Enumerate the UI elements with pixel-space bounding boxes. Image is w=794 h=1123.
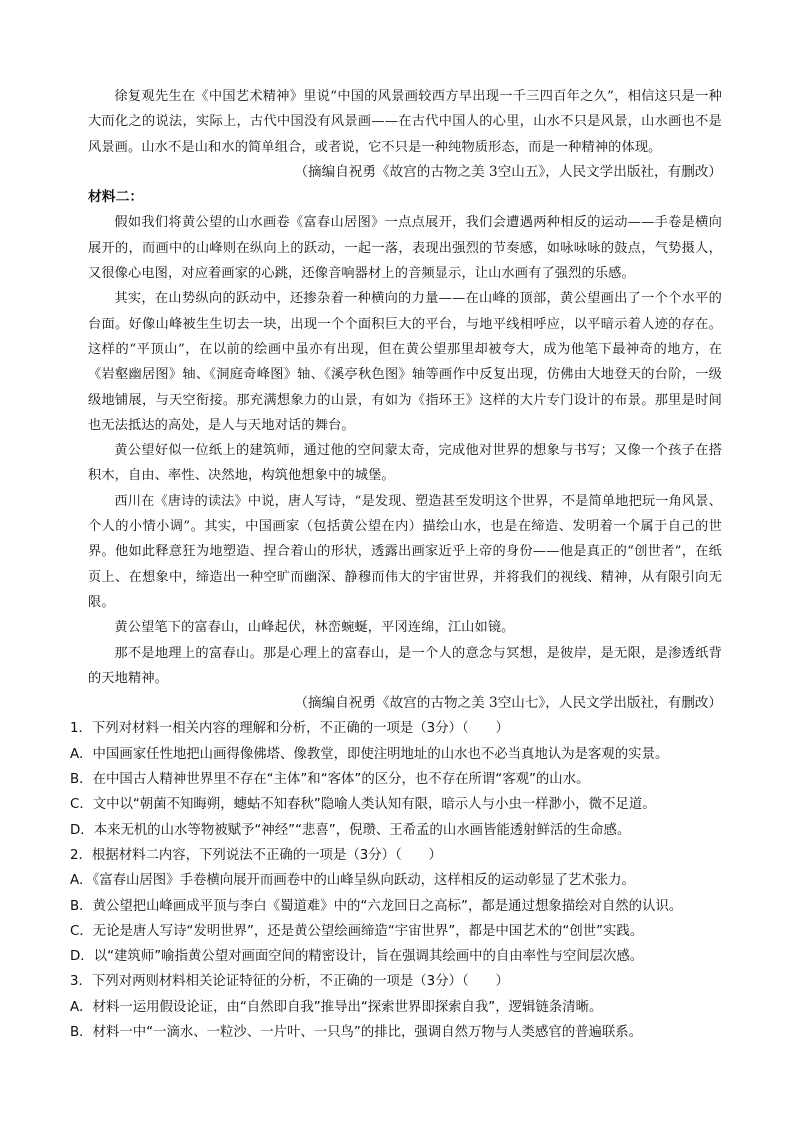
question-option: B．黄公望把山峰画成平顶与李白《蜀道难》中的“六龙回日之高标”，都是通过想象描绘对自然的认识。 [70, 898, 683, 914]
question-1 [70, 716, 722, 842]
material2-paragraph: 黄公望笔下的富春山，山峰起伏，林峦蜿蜒，平冈连绵，江山如镜。 [114, 620, 515, 636]
material2-paragraph: 西川在《唐诗的读法》中说，唐人写诗，“是发现、塑造甚至发明这个世界，不是简单地把玩一角风景、个人的小情小调”。其实，中国画家（包括黄公望在内）描绘山水，也是在缔造、发明着一个属于自己的世界。他如此释意狂为地塑造、捏合着山的形状，透露出画家近乎上帝的身份——他是真正的“创世者”，在纸页上、在想象中，缔造出一种空旷而幽深、静穆而伟大的宇宙世界，并将我们的视线、精神，从有限引向无限。 [88, 493, 722, 610]
question-stem: 3．下列对两则材料相关论证特征的分析，不正确的一项是（3分）（ ） [70, 974, 509, 990]
material2-paragraph: 那不是地理上的富春山。那是心理上的富春山，是一个人的意念与冥想，是彼岸，是无限，是渗透纸背的天地精神。 [88, 645, 722, 686]
question-option: A．材料一运用假设论证，由“自然即自我”推导出“探索世界即探索自我”，逻辑链条清晰。 [70, 999, 603, 1015]
question-2 [70, 843, 722, 969]
material2-paragraph: 黄公望好似一位纸上的建筑师，通过他的空间蒙太奇，完成他对世界的想象与书写；又像一个孩子在搭积木，自由、率性、决然地，构筑他想象中的城堡。 [88, 443, 722, 484]
question-option: C．无论是唐人写诗“发明世界”，还是黄公望绘画缔造“宇宙世界”，都是中国艺术的“创世”实践。 [70, 923, 644, 939]
question-option: B．材料一中“一滴水、一粒沙、一片叶、一只鸟”的排比，强调自然万物与人类感官的普遍联系。 [70, 1024, 643, 1040]
question-option: A．《富春山居图》手卷横向展开而画卷中的山峰呈纵向跃动，这样相反的运动彰显了艺术张力。 [70, 873, 635, 889]
material2-paragraph: 假如我们将黄公望的山水画卷《富春山居图》一点点展开，我们会遭遇两种相反的运动——手卷是横向展开的，而画中的山峰则在纵向上的跃动，一起一落，表现出强烈的节奏感，如咏咏咏的鼓点，气势摄人，又很像心电图，对应着画家的心跳，还像音响器材上的音频显示，让山水画有了强烈的乐感。 [88, 215, 722, 282]
question-stem: 2．根据材料二内容，下列说法不正确的一项是（3分）（ ） [70, 847, 442, 863]
material2-source-citation: （摘编自祝勇《故宫的古物之美 3空山七》，人民文学出版社，有删改） [294, 695, 722, 712]
question-option: C．文中以“朝菌不知晦朔，蟪蛄不知春秋”隐喻人类认知有限，暗示人与小虫一样渺小，微不足道。 [70, 797, 656, 813]
material2-paragraph: 其实，在山势纵向的跃动中，还掺杂着一种横向的力量——在山峰的顶部，黄公望画出了一个个水平的台面。好像山峰被生生切去一块，出现一个个面积巨大的平台，与地平线相呼应，以平暗示着人迹的存在。这样的“平顶山”，在以前的绘画中虽亦有出现，但在黄公望那里却被夸大，成为他笔下最神奇的地方，在《岩壑幽居图》轴、《洞庭奇峰图》轴、《溪亭秋色图》轴等画作中反复出现，仿佛由大地登天的台阶，一级级地铺展，与天空衔接。那充满想象力的山景，有如为《指环王》这样的大片专门设计的布景。那里是时间也无法抵达的高处，是人与天地对话的舞台。 [88, 291, 722, 433]
document-page [70, 84, 722, 1045]
question-stem: 1．下列对材料一相关内容的理解和分析，不正确的一项是（3分）（ ） [70, 721, 509, 737]
question-option: B．在中国古人精神世界里不存在“主体”和“客体”的区分，也不存在所谓“客观”的山水。 [70, 772, 590, 788]
question-3 [70, 969, 722, 1045]
question-option: D．以“建筑师”喻指黄公望对画面空间的精密设计，旨在强调其绘画中的自由率性与空间层次感。 [70, 949, 644, 965]
question-option: D．本来无机的山水等物被赋予“神经”“悲喜”，倪瓒、王希孟的山水画皆能透射鲜活的生命感。 [70, 822, 631, 838]
material2-heading: 材料二： [88, 189, 144, 206]
question-option: A．中国画家任性地把山画得像佛塔、像教堂，即使注明地址的山水也不必当真地认为是客观的实景。 [70, 746, 669, 762]
material1-closing-paragraph: 徐复观先生在《中国艺术精神》里说“中国的风景画较西方早出现一千三四百年之久”，相信这只是一种大而化之的说法，实际上，古代中国没有风景画——在古代中国人的心里，山水不只是风景，山水画也不是风景画。山水不是山和水的简单组合，或者说，它不只是一种纯物质形态，而是一种精神的体现。 [88, 89, 722, 155]
material1-source-citation: （摘编自祝勇《故宫的古物之美 3空山五》，人民文学出版社，有删改） [294, 163, 722, 180]
